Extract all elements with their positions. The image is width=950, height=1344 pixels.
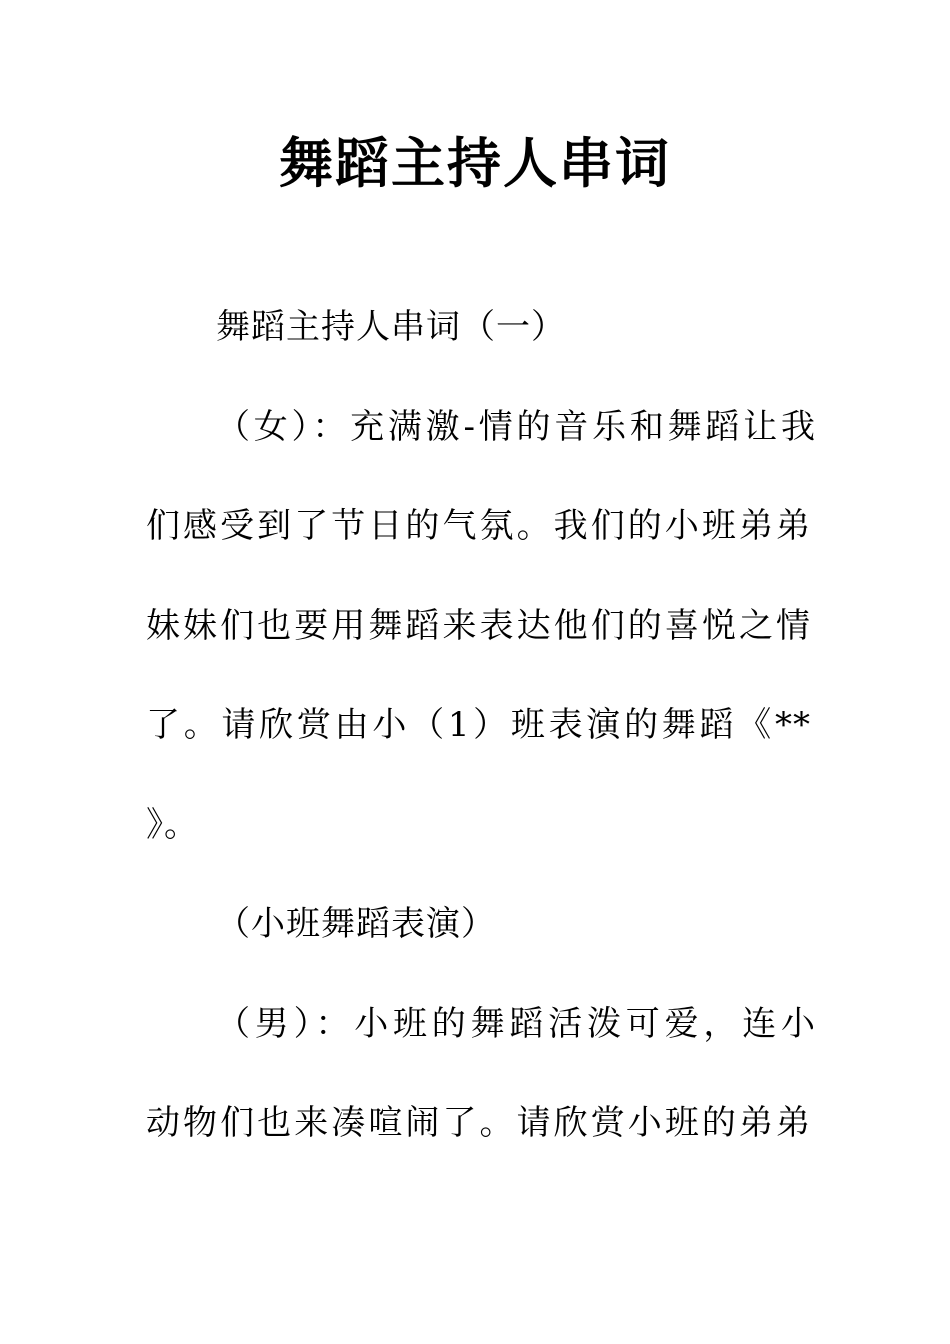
paragraph-line: 了。请欣赏由小（1）班表演的舞蹈《** bbox=[146, 705, 811, 745]
paragraph-line: 》。 bbox=[146, 805, 199, 845]
paragraph-line: 动物们也来凑喧闹了。请欣赏小班的弟弟 bbox=[146, 1103, 811, 1143]
paragraph-line: （女）：充满激-情的音乐和舞蹈让我 bbox=[216, 407, 816, 447]
paragraph-line: （男）：小班的舞蹈活泼可爱，连小 bbox=[216, 1004, 816, 1044]
section-heading: 舞蹈主持人串词（一） bbox=[216, 307, 566, 347]
paragraph-line: 们感受到了节日的气氛。我们的小班弟弟 bbox=[146, 506, 811, 546]
document-title: 舞蹈主持人串词 bbox=[279, 132, 671, 195]
stage-direction: （小班舞蹈表演） bbox=[216, 904, 496, 944]
paragraph-line: 妹妹们也要用舞蹈来表达他们的喜悦之情 bbox=[146, 606, 811, 646]
